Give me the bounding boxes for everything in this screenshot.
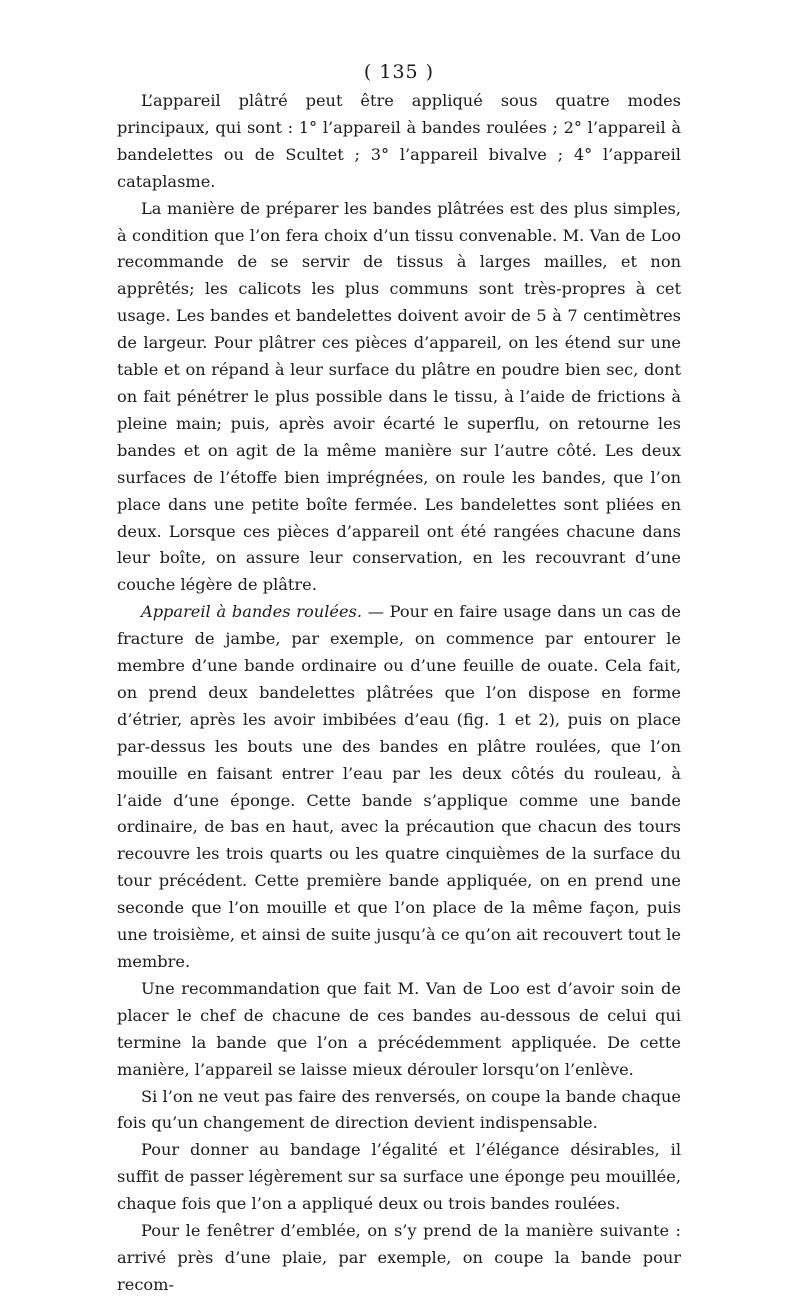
- paragraph-text: — Pour en faire usage dans un cas de fracture de jambe, par exemple, on commence par entourer le membre d’une bande ordinaire ou d’une feuille de ouate. Cela fait, on prend deux bandelettes plâtrées que l’on dispose en forme d’étrier, après les avoir imbibées d’eau (fig. 1 et 2), puis on place par-dessus les bouts une des bandes en plâtre roulées, que l’on mouille en faisant entrer l’eau par les deux côtés du rouleau, à l’aide d’une éponge. Cette bande s’applique comme une bande ordinaire, de bas en haut, avec la précaution que chacun des tours recouvre les trois quarts ou les quatre cinquièmes de la surface du tour précédent. Cette première bande appliquée, on en prend une seconde que l’on mouille et que l’on place de la même façon, puis une troisième, et ainsi de suite jusqu’à ce qu’on ait recouvert tout le membre.: [117, 602, 682, 971]
- paragraph-renverses: [117, 1084, 681, 1138]
- paragraph-elegance: [117, 1137, 681, 1218]
- paragraph-intro-modes: [117, 88, 681, 196]
- paragraph-fenetrer: [117, 1218, 681, 1299]
- paragraph-bandes-roulees: [117, 599, 681, 976]
- page-number: ( 135 ): [363, 61, 435, 83]
- paragraph-text: La manière de préparer les bandes plâtrées est des plus simples, à condition que l’on fera choix d’un tissu convenable. M. Van de Loo recommande de se servir de tissus à larges mailles, et non apprêtés; les calicots les plus communs sont très-propres à cet usage. Les bandes et bandelettes doivent avoir de 5 à 7 centimètres de largeur. Pour plâtrer ces pièces d’appareil, on les étend sur une table et on répand à leur surface du plâtre en poudre bien sec, dont on fait pénétrer le plus possible dans le tissu, à l’aide de frictions à pleine main; puis, après avoir écarté le superflu, on retourne les bandes et on agit de la même manière sur l’autre côté. Les deux surfaces de l’étoffe bien imprégnées, on roule les bandes, que l’on place dans une petite boîte fermée. Les bandelettes sont pliées en deux. Lorsque ces pièces d’appareil ont été rangées chacune dans leur boîte, on assure leur conservation, en les recouvrant d’une couche légère de plâtre.: [117, 198, 681, 595]
- paragraph-text: Si l’on ne veut pas faire des renversés, on coupe la bande chaque fois qu’un changement de direction devient indispensable.: [117, 1086, 681, 1133]
- paragraph-preparation: [117, 196, 681, 600]
- document-page: [117, 58, 681, 1299]
- paragraph-recommandation: [117, 976, 681, 1084]
- paragraph-text: L’appareil plâtré peut être appliqué sous quatre modes principaux, qui sont : 1° l’appareil à bandes roulées ; 2° l’appareil à bandelettes ou de Scultet ; 3° l’appareil bivalve ; 4° l’appareil cataplasme.: [117, 91, 681, 191]
- section-heading-italic: Appareil à bandes roulées.: [141, 602, 362, 622]
- paragraph-text: Pour donner au bandage l’égalité et l’élégance désirables, il suffit de passer légèrement sur sa surface une éponge peu mouillée, chaque fois que l’on a appliqué deux ou trois bandes roulées.: [117, 1140, 681, 1214]
- paragraph-text: Pour le fenêtrer d’emblée, on s’y prend de la manière suivante : arrivé près d’une plaie, par exemple, on coupe la bande pour recom-: [117, 1221, 681, 1294]
- paragraph-text: Une recommandation que fait M. Van de Loo est d’avoir soin de placer le chef de chacune de ces bandes au-dessous de celui qui termine la bande que l’on a précédemment appliquée. De cette manière, l’appareil se laisse mieux dérouler lorsqu’on l’enlève.: [117, 978, 681, 1079]
